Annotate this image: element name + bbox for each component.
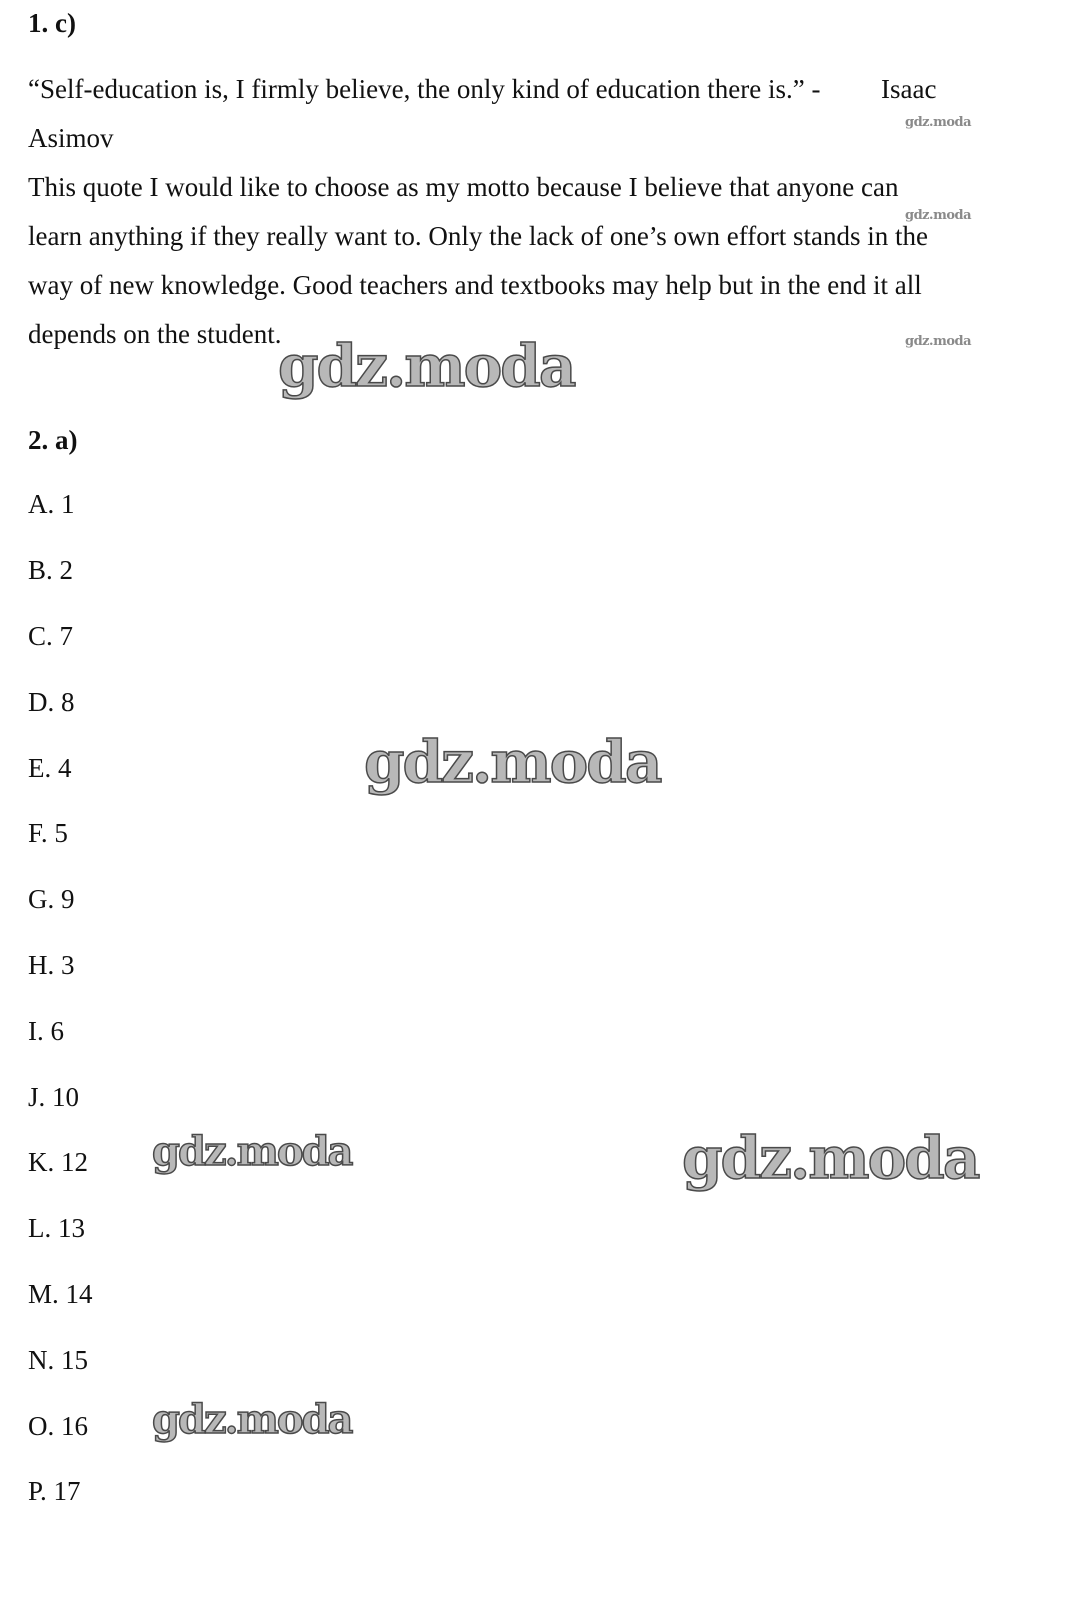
answer-item: P. 17 <box>28 1476 81 1506</box>
watermark-large: gdz.moda <box>278 332 575 400</box>
quote-line: “Self-education is, I firmly believe, the only kind of education there is.” - <box>28 74 821 104</box>
watermark-medium: gdz.moda <box>152 1128 352 1175</box>
watermark-small: gdz.moda <box>905 334 972 349</box>
answer-item: K. 12 <box>28 1147 88 1177</box>
paragraph-line-4: depends on the student. <box>28 319 282 349</box>
answer-item: D. 8 <box>28 687 75 717</box>
answer-item: J. 10 <box>28 1082 80 1112</box>
answer-item: B. 2 <box>28 555 74 585</box>
section-1-heading: 1. c) <box>28 8 76 38</box>
answer-item: A. 1 <box>28 489 75 519</box>
answer-item: N. 15 <box>28 1345 88 1375</box>
answer-item: E. 4 <box>28 753 72 783</box>
section-2-heading: 2. a) <box>28 425 78 455</box>
watermark-small: gdz.moda <box>905 115 972 130</box>
paragraph-line-1: This quote I would like to choose as my motto because I believe that anyone can <box>28 172 899 202</box>
watermark-large: gdz.moda <box>682 1124 979 1192</box>
watermark-small: gdz.moda <box>905 208 972 223</box>
answer-item: M. 14 <box>28 1279 93 1309</box>
answer-item: H. 3 <box>28 950 75 980</box>
quote-author-last: Asimov <box>28 123 114 153</box>
answer-item: L. 13 <box>28 1213 85 1243</box>
answer-item: F. 5 <box>28 818 68 848</box>
watermark-large: gdz.moda <box>364 728 661 796</box>
answer-item: I. 6 <box>28 1016 64 1046</box>
answer-item: G. 9 <box>28 884 75 914</box>
answer-item: O. 16 <box>28 1411 88 1441</box>
watermark-medium: gdz.moda <box>152 1396 352 1443</box>
paragraph-line-2: learn anything if they really want to. Only the lack of one’s own effort stands in the <box>28 221 929 251</box>
paragraph-line-3: way of new knowledge. Good teachers and textbooks may help but in the end it all <box>28 270 922 300</box>
quote-author-first: Isaac <box>881 74 937 104</box>
answer-item: C. 7 <box>28 621 74 651</box>
